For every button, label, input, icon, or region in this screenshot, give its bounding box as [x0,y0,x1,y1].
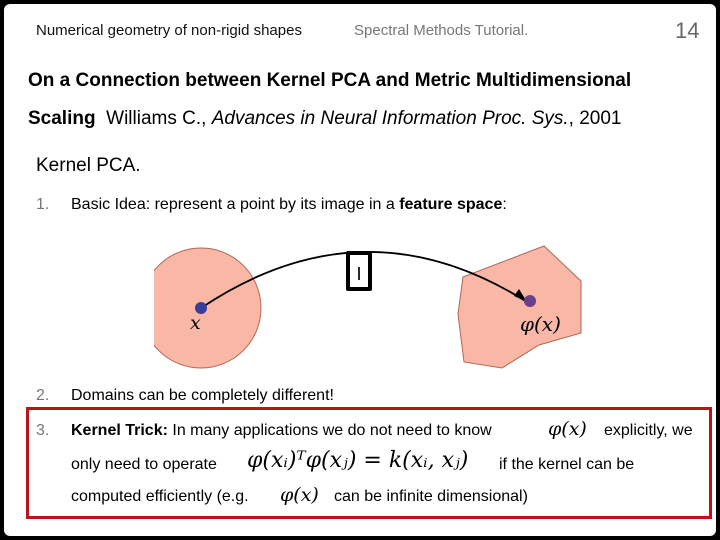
paper-authors: Williams C., [106,108,207,129]
kernel-trick-line1 [71,422,492,440]
item-text-2: Domains can be completely different! [71,387,334,404]
paper-year: , 2001 [568,108,622,129]
input-domain-circle [154,248,261,368]
paper-title-line1: On a Connection between Kernel PCA and Metric Multidimensional [28,70,632,91]
item-1-suffix: : [502,196,507,213]
kernel-trick-line1-text: In many applications we do not need to know [167,422,492,439]
paper-title-line2 [28,108,621,130]
label-phi-x: φ(x) [520,312,561,336]
kernel-trick-line1-end: explicitly, we [604,422,693,439]
kernel-equation: φ(xᵢ)ᵀφ(xⱼ) = k(xᵢ, xⱼ) [247,448,469,473]
kernel-trick-term: Kernel Trick: [71,422,168,439]
paper-title-end: Scaling [28,108,96,129]
kernel-trick-line2-end: if the kernel can be [499,456,635,473]
feature-domain-polygon [458,246,581,368]
phi-x-inline-2: φ(x) [280,484,319,506]
kernel-trick-line3: computed efficiently (e.g. [71,488,249,505]
course-title: Numerical geometry of non-rigid shapes [36,22,302,39]
slide [4,4,716,536]
mapping-marker-label: I [356,264,362,284]
item-number-1: 1. [36,196,50,213]
item-text-1 [71,196,507,214]
item-1-text: Basic Idea: represent a point by its image in a [71,196,400,213]
kernel-trick-line2: only need to operate [71,456,217,473]
phi-x-inline-1: φ(x) [548,418,587,440]
item-number-2: 2. [36,387,50,404]
point-phi-x [524,295,536,307]
label-x: x [190,312,201,334]
topic-title: Spectral Methods Tutorial. [354,22,529,39]
feature-map-diagram [154,229,594,379]
feature-space-term: feature space [399,196,503,213]
section-title: Kernel PCA. [36,155,141,176]
page-number: 14 [675,18,700,43]
kernel-trick-line3-end: can be infinite dimensional) [334,488,528,505]
paper-venue: Advances in Neural Information Proc. Sys. [211,108,569,129]
item-number-3: 3. [36,422,50,439]
